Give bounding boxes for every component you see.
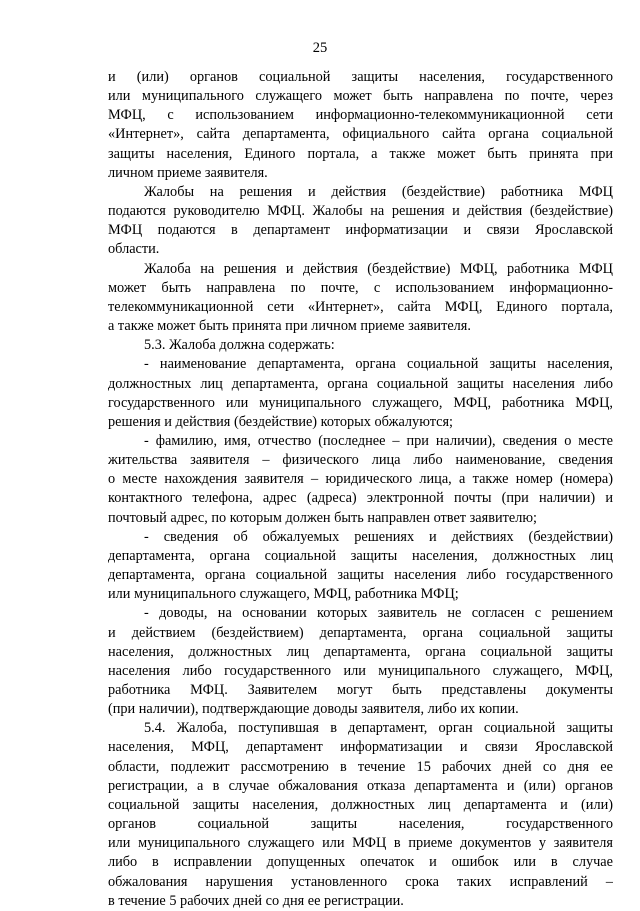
text-line: контактного телефона, адрес (адреса) электронной почты (при наличии) и (108, 490, 613, 507)
page-number: 25 (312, 40, 328, 56)
text-line: телекоммуникационной сети «Интернет», сайта МФЦ, Единого портала, (108, 298, 613, 315)
text-line: 5.3. Жалоба должна содержать: (144, 337, 335, 354)
text-line: социальной защиты населения, должностных лиц департамента и (или) (108, 796, 613, 813)
text-line: и (или) органов социальной защиты населения, государственного (108, 69, 613, 85)
text-line: государственного или муниципального служащего, МФЦ, работника МФЦ, (108, 394, 613, 411)
text-line: а также может быть принята при личном приеме заявителя. (108, 318, 471, 335)
text-line: и действием (бездействием) департамента, органа социальной защиты (108, 624, 613, 641)
text-line: в течение 5 рабочих дней со дня ее регистрации. (108, 892, 404, 909)
text-line: населения, МФЦ, департамент информатизации и связи Ярославской (108, 739, 613, 756)
text-line: - наименование департамента, органа социальной защиты населения, (144, 356, 613, 373)
text-line: жительства заявителя – физического лица либо наименование, сведения (108, 452, 613, 469)
text-line: должностных лиц департамента, органа социальной защиты населения либо (108, 375, 613, 392)
text-line: - сведения об обжалуемых решениях и действиях (бездействии) (144, 528, 613, 545)
text-line: 5.4. Жалоба, поступившая в департамент, орган социальной защиты (144, 720, 613, 737)
text-line: подаются руководителю МФЦ. Жалобы на решения и действия (бездействие) (108, 203, 613, 220)
text-line: департамента, органа социальной защиты населения либо государственного (108, 567, 613, 584)
text-line: населения либо государственного или муниципального служащего, МФЦ, (108, 662, 613, 679)
text-line: «Интернет», сайта департамента, официального сайта органа социальной (108, 126, 613, 143)
text-line: почтовый адрес, по которым должен быть направлен ответ заявителю; (108, 509, 537, 526)
text-line: или муниципального служащего или МФЦ в приеме документов у заявителя (108, 835, 613, 852)
text-line: (при наличии), подтверждающие доводы заявителя, либо их копии. (108, 701, 519, 718)
text-line: или муниципального служащего, МФЦ, работника МФЦ; (108, 586, 459, 603)
text-line: МФЦ подаются в департамент информатизации и связи Ярославской (108, 222, 613, 239)
text-line: области. (108, 241, 160, 258)
text-line: может быть направлена по почте, с использованием информационно- (108, 279, 613, 296)
text-line: защиты населения, Единого портала, а также может быть принята при (108, 145, 613, 162)
text-line: - доводы, на основании которых заявитель не согласен с решением (144, 605, 613, 622)
text-line: - фамилию, имя, отчество (последнее – при наличии), сведения о месте (144, 432, 613, 449)
text-line: или муниципального служащего может быть направлена по почте, через (108, 88, 613, 105)
text-line: МФЦ, с использованием информационно-телекоммуникационной сети (108, 107, 613, 124)
text-line: обжалования нарушения установленного срока таких исправлений – (108, 873, 613, 890)
text-line: населения, должностных лиц департамента, органа социальной защиты (108, 643, 613, 660)
text-line: органов социальной защиты населения, государственного (108, 816, 613, 833)
text-line: Жалобы на решения и действия (бездействие) работника МФЦ (144, 183, 613, 200)
body-text (108, 68, 613, 911)
text-line: личном приеме заявителя. (108, 164, 268, 181)
text-line: о месте нахождения заявителя – юридического лица, а также номер (номера) (108, 471, 613, 488)
text-line: области, подлежит рассмотрению в течение 15 рабочих дней со дня ее (108, 758, 613, 775)
text-line: регистрации, а в случае обжалования отказа департамента и (или) органов (108, 777, 613, 794)
text-line: департамента, органа социальной защиты населения, должностных лиц (108, 547, 613, 564)
text-line: решения и действия (бездействие) которых обжалуются; (108, 413, 454, 430)
text-line: Жалоба на решения и действия (бездействие) МФЦ, работника МФЦ (144, 260, 613, 277)
text-line: работника МФЦ. Заявителем могут быть представлены документы (108, 682, 613, 698)
text-line: либо в исправлении допущенных опечаток и ошибок или в случае (108, 854, 613, 871)
